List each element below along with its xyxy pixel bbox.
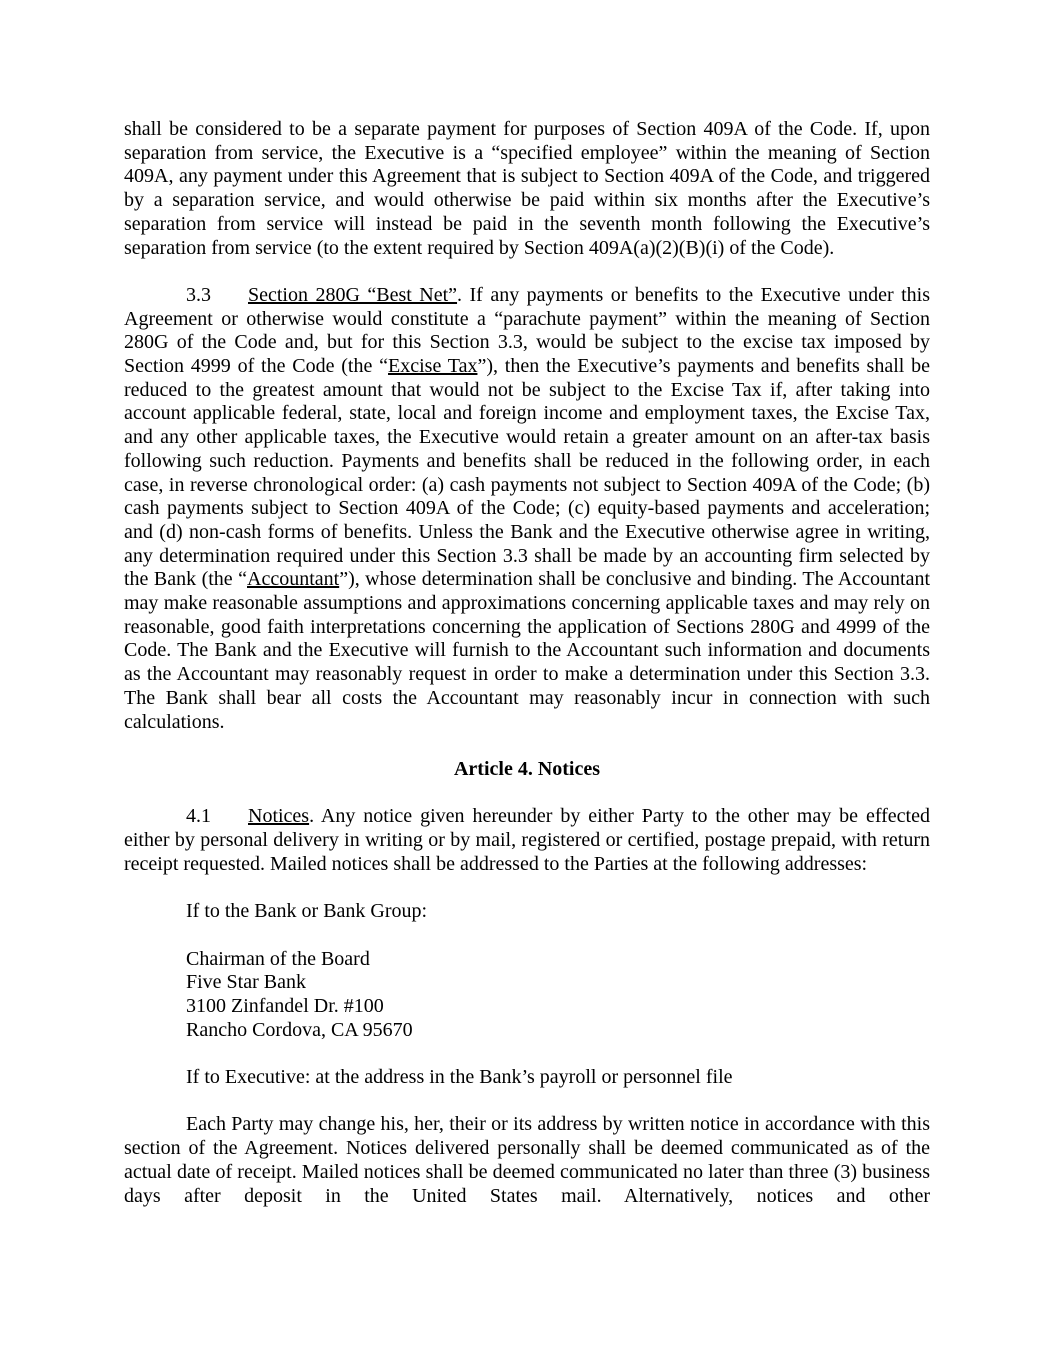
section-3-3-heading: Section 280G “Best Net” <box>248 283 458 306</box>
paragraph-text: Each Party may change his, her, their or its address by written notice in accordance with this section of the Agreement. Notices delivered personally shall be deemed communicated as of the actual date of receipt. Mailed notices shall be deemed communicated no later than three (3) business days after deposit in the United States mail. Alternatively, notices and other <box>124 1113 930 1207</box>
address-line-street: 3100 Zinfandel Dr. #100 <box>186 994 384 1017</box>
bank-address-block <box>186 948 930 1043</box>
section-4-1-heading: Notices <box>248 805 310 828</box>
section-3-3-paragraph <box>124 284 930 734</box>
section-3-3-body-2: ”), then the Executive’s payments and benefits shall be reduced to the greatest amount that would not be subject to the Excise Tax if, after taking into account applicable federal, state, local and foreign income and employment taxes, the Excise Tax, and any other applicable taxes, the Executive would retain a greater amount on an after-tax basis following such reduction. Payments and benefits shall be reduced in the following order, in each case, in reverse chronological order: (a) cash payments not subject to Section 409A of the Code; (b) cash payments subject to Section 409A of the Code; (c) equity-based payments and acceleration; and (d) non-cash forms of benefits. Unless the Bank and the Executive otherwise agree in writing, any determination required under this Section 3.3 shall be made by an accounting firm selected by the Bank (the “ <box>124 355 930 591</box>
section-4-1-paragraph <box>124 805 930 876</box>
executive-notice-line: If to Executive: at the address in the Bank’s payroll or personnel file <box>186 1066 733 1089</box>
article-4-heading: Article 4. Notices <box>453 757 601 780</box>
section-4-1-body: . Any notice given hereunder by either Party to the other may be effected either by personal delivery in writing or by mail, registered or certified, postage prepaid, with return receipt requested. Mailed notices shall be addressed to the Parties at the following addresses: <box>124 805 930 875</box>
paragraph-change-of-address <box>124 1113 930 1208</box>
section-3-3-number: 3.3 <box>186 283 211 306</box>
address-line-recipient: Chairman of the Board <box>186 947 370 970</box>
section-4-1-number: 4.1 <box>186 805 211 828</box>
paragraph-409a-continuation <box>124 118 930 260</box>
section-3-3-body-1: . If any payments or benefits to the Executive under this Agreement or otherwise would constitute a “parachute payment” within the meaning of Section 280G of the Code and, but for this Section 3.3, would be subject to the excise tax imposed by Section 4999 of the Code (the “ <box>124 283 930 378</box>
section-3-3-body-3: ”), whose determination shall be conclusive and binding. The Accountant may make reasonable assumptions and approximations concerning applicable taxes and may rely on reasonable, good faith interpretations concerning the application of Sections 280G and 4999 of the Code. The Bank and the Executive will furnish to the Accountant such information and documents as the Accountant may reasonably request in order to make a determination under this Section 3.3. The Bank shall bear all costs the Accountant may reasonably incur in connection with such calculations. <box>124 568 930 733</box>
excise-tax-defined-term: Excise Tax <box>388 355 478 378</box>
address-line-city-state-zip: Rancho Cordova, CA 95670 <box>186 1018 413 1041</box>
paragraph-text: shall be considered to be a separate payment for purposes of Section 409A of the Code. If, upon separation from service, the Executive is a “specified employee” within the meaning of Section 409A, any payment under this Agreement that is subject to Section 409A of the Code, and triggered by a separation service, and would otherwise be paid within six months after the Executive’s separation from service will instead be paid in the seventh month following the Executive’s separation from service (to the extent required by Section 409A(a)(2)(B)(i) of the Code). <box>124 118 930 259</box>
accountant-defined-term: Accountant <box>247 568 340 591</box>
bank-address-intro: If to the Bank or Bank Group: <box>186 900 428 923</box>
address-line-company: Five Star Bank <box>186 971 306 994</box>
